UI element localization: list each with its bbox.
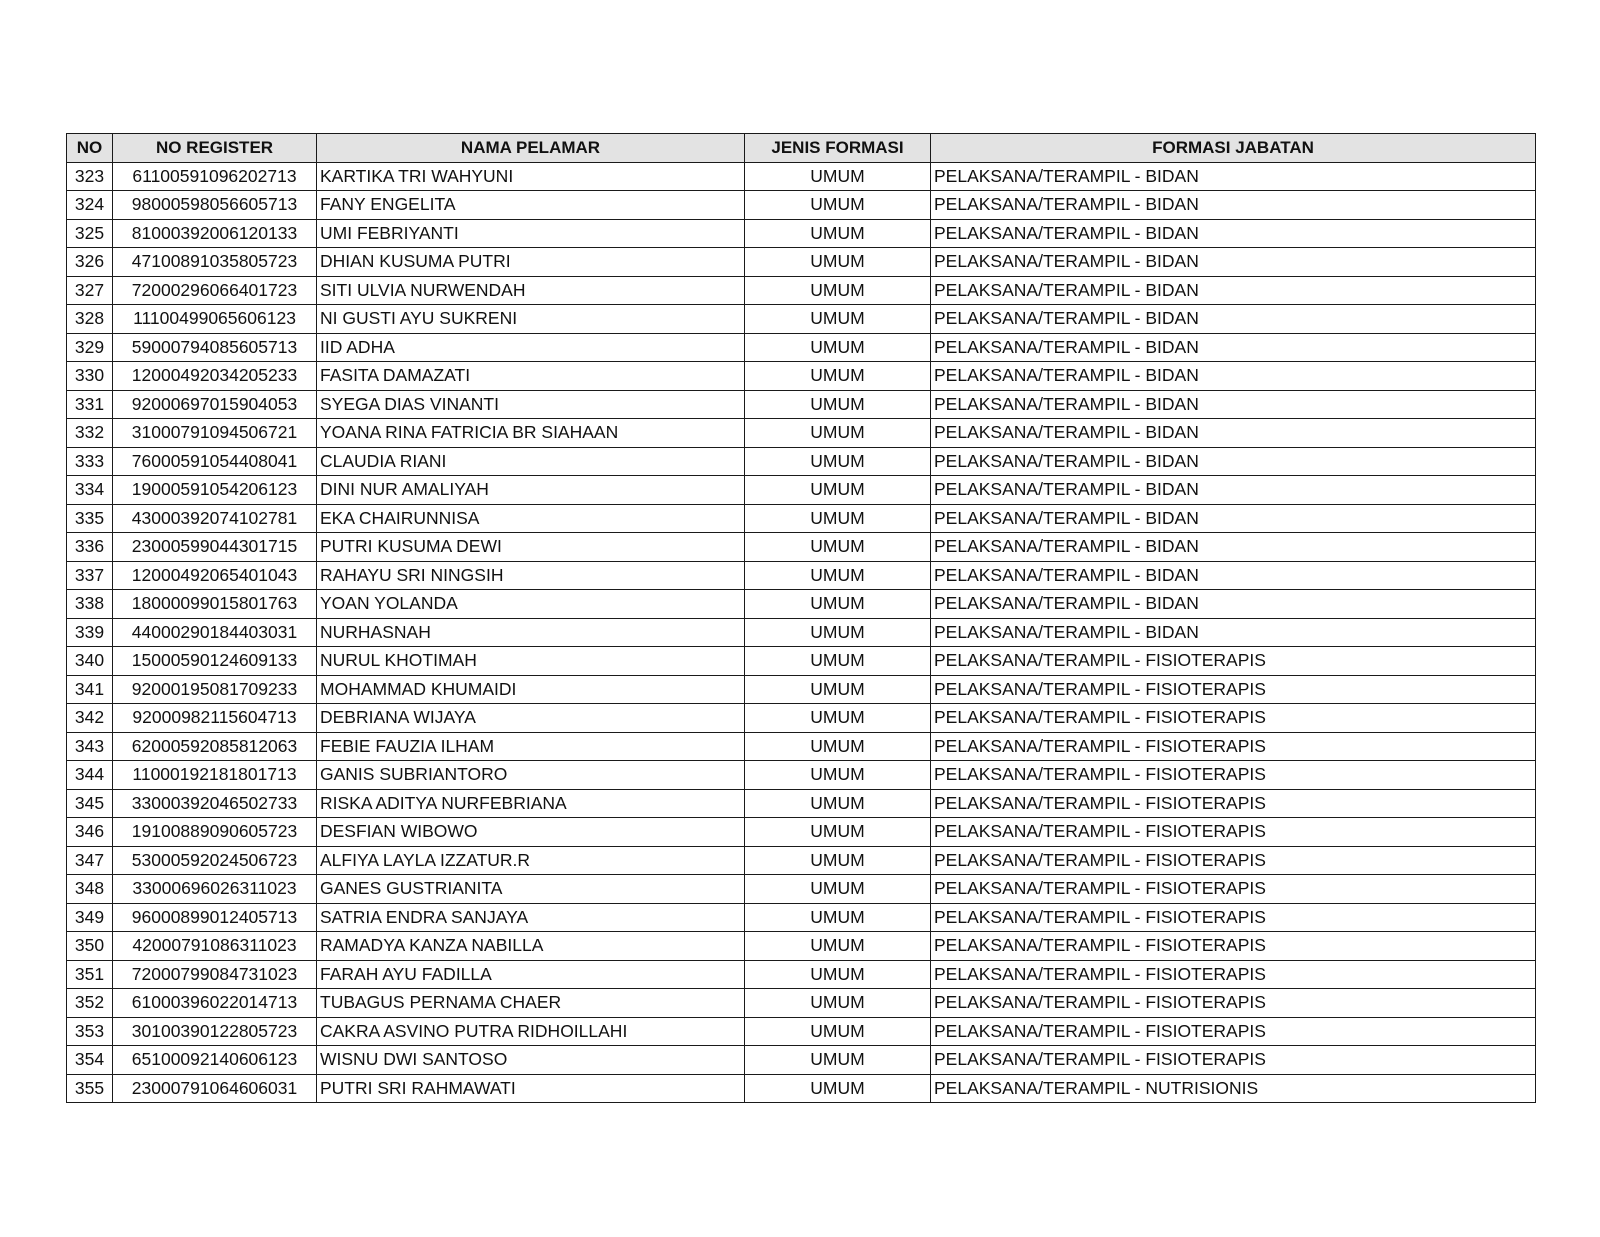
cell-name: CLAUDIA RIANI <box>317 447 745 476</box>
cell-position: PELAKSANA/TERAMPIL - BIDAN <box>931 390 1536 419</box>
cell-register: 61000396022014713 <box>113 989 317 1018</box>
cell-type: UMUM <box>745 1017 931 1046</box>
cell-position: PELAKSANA/TERAMPIL - FISIOTERAPIS <box>931 875 1536 904</box>
cell-register: 92000982115604713 <box>113 704 317 733</box>
table-row <box>67 647 1536 676</box>
cell-register: 18000099015801763 <box>113 590 317 619</box>
table-row <box>67 989 1536 1018</box>
cell-no: 328 <box>67 305 113 334</box>
cell-register: 65100092140606123 <box>113 1046 317 1075</box>
cell-name: MOHAMMAD KHUMAIDI <box>317 675 745 704</box>
table-row <box>67 846 1536 875</box>
cell-name: RISKA ADITYA NURFEBRIANA <box>317 789 745 818</box>
cell-name: ALFIYA LAYLA IZZATUR.R <box>317 846 745 875</box>
cell-position: PELAKSANA/TERAMPIL - FISIOTERAPIS <box>931 704 1536 733</box>
cell-no: 325 <box>67 219 113 248</box>
cell-position: PELAKSANA/TERAMPIL - FISIOTERAPIS <box>931 789 1536 818</box>
cell-register: 98000598056605713 <box>113 191 317 220</box>
cell-register: 42000791086311023 <box>113 932 317 961</box>
cell-no: 352 <box>67 989 113 1018</box>
cell-name: SATRIA ENDRA SANJAYA <box>317 903 745 932</box>
table-row <box>67 1046 1536 1075</box>
cell-register: 23000791064606031 <box>113 1074 317 1103</box>
cell-position: PELAKSANA/TERAMPIL - BIDAN <box>931 476 1536 505</box>
cell-register: 76000591054408041 <box>113 447 317 476</box>
cell-name: NI GUSTI AYU SUKRENI <box>317 305 745 334</box>
cell-position: PELAKSANA/TERAMPIL - FISIOTERAPIS <box>931 761 1536 790</box>
cell-register: 92000697015904053 <box>113 390 317 419</box>
cell-position: PELAKSANA/TERAMPIL - FISIOTERAPIS <box>931 818 1536 847</box>
cell-name: RAMADYA KANZA NABILLA <box>317 932 745 961</box>
cell-no: 323 <box>67 162 113 191</box>
cell-position: PELAKSANA/TERAMPIL - BIDAN <box>931 162 1536 191</box>
cell-no: 354 <box>67 1046 113 1075</box>
cell-register: 96000899012405713 <box>113 903 317 932</box>
cell-type: UMUM <box>745 390 931 419</box>
table-row <box>67 276 1536 305</box>
table-row <box>67 704 1536 733</box>
cell-position: PELAKSANA/TERAMPIL - BIDAN <box>931 191 1536 220</box>
table-row <box>67 932 1536 961</box>
cell-no: 348 <box>67 875 113 904</box>
cell-type: UMUM <box>745 618 931 647</box>
cell-register: 19100889090605723 <box>113 818 317 847</box>
cell-position: PELAKSANA/TERAMPIL - BIDAN <box>931 561 1536 590</box>
cell-position: PELAKSANA/TERAMPIL - BIDAN <box>931 248 1536 277</box>
table-row <box>67 590 1536 619</box>
cell-name: DHIAN KUSUMA PUTRI <box>317 248 745 277</box>
cell-no: 349 <box>67 903 113 932</box>
cell-type: UMUM <box>745 675 931 704</box>
table-row <box>67 362 1536 391</box>
cell-type: UMUM <box>745 447 931 476</box>
cell-register: 11000192181801713 <box>113 761 317 790</box>
cell-no: 329 <box>67 333 113 362</box>
table-row <box>67 761 1536 790</box>
cell-no: 346 <box>67 818 113 847</box>
cell-position: PELAKSANA/TERAMPIL - FISIOTERAPIS <box>931 989 1536 1018</box>
cell-register: 43000392074102781 <box>113 504 317 533</box>
cell-register: 30100390122805723 <box>113 1017 317 1046</box>
cell-register: 53000592024506723 <box>113 846 317 875</box>
cell-position: PELAKSANA/TERAMPIL - BIDAN <box>931 590 1536 619</box>
cell-name: PUTRI SRI RAHMAWATI <box>317 1074 745 1103</box>
cell-no: 350 <box>67 932 113 961</box>
cell-type: UMUM <box>745 732 931 761</box>
table-row <box>67 305 1536 334</box>
cell-name: YOAN YOLANDA <box>317 590 745 619</box>
cell-register: 59000794085605713 <box>113 333 317 362</box>
cell-register: 72000296066401723 <box>113 276 317 305</box>
cell-name: NURHASNAH <box>317 618 745 647</box>
cell-no: 342 <box>67 704 113 733</box>
cell-name: SYEGA DIAS VINANTI <box>317 390 745 419</box>
cell-type: UMUM <box>745 932 931 961</box>
cell-name: FARAH AYU FADILLA <box>317 960 745 989</box>
cell-no: 324 <box>67 191 113 220</box>
table-row <box>67 504 1536 533</box>
cell-type: UMUM <box>745 704 931 733</box>
cell-name: NURUL KHOTIMAH <box>317 647 745 676</box>
cell-type: UMUM <box>745 903 931 932</box>
cell-position: PELAKSANA/TERAMPIL - FISIOTERAPIS <box>931 675 1536 704</box>
cell-no: 336 <box>67 533 113 562</box>
cell-name: CAKRA ASVINO PUTRA RIDHOILLAHI <box>317 1017 745 1046</box>
cell-type: UMUM <box>745 561 931 590</box>
cell-no: 337 <box>67 561 113 590</box>
cell-type: UMUM <box>745 419 931 448</box>
cell-name: DINI NUR AMALIYAH <box>317 476 745 505</box>
applicant-list-sheet <box>66 133 1535 1103</box>
cell-name: FANY ENGELITA <box>317 191 745 220</box>
cell-type: UMUM <box>745 504 931 533</box>
cell-type: UMUM <box>745 162 931 191</box>
cell-position: PELAKSANA/TERAMPIL - NUTRISIONIS <box>931 1074 1536 1103</box>
cell-position: PELAKSANA/TERAMPIL - BIDAN <box>931 333 1536 362</box>
cell-register: 15000590124609133 <box>113 647 317 676</box>
cell-register: 92000195081709233 <box>113 675 317 704</box>
cell-no: 351 <box>67 960 113 989</box>
header-no: NO <box>67 134 113 163</box>
cell-position: PELAKSANA/TERAMPIL - BIDAN <box>931 618 1536 647</box>
cell-position: PELAKSANA/TERAMPIL - BIDAN <box>931 276 1536 305</box>
cell-type: UMUM <box>745 1046 931 1075</box>
table-row <box>67 1074 1536 1103</box>
cell-type: UMUM <box>745 960 931 989</box>
cell-type: UMUM <box>745 789 931 818</box>
cell-name: EKA CHAIRUNNISA <box>317 504 745 533</box>
cell-no: 332 <box>67 419 113 448</box>
table-row <box>67 675 1536 704</box>
cell-register: 62000592085812063 <box>113 732 317 761</box>
cell-type: UMUM <box>745 362 931 391</box>
cell-type: UMUM <box>745 818 931 847</box>
cell-register: 12000492065401043 <box>113 561 317 590</box>
cell-register: 61100591096202713 <box>113 162 317 191</box>
cell-no: 345 <box>67 789 113 818</box>
cell-name: RAHAYU SRI NINGSIH <box>317 561 745 590</box>
cell-type: UMUM <box>745 1074 931 1103</box>
cell-position: PELAKSANA/TERAMPIL - FISIOTERAPIS <box>931 903 1536 932</box>
cell-position: PELAKSANA/TERAMPIL - BIDAN <box>931 419 1536 448</box>
table-row <box>67 219 1536 248</box>
cell-no: 355 <box>67 1074 113 1103</box>
cell-type: UMUM <box>745 476 931 505</box>
cell-type: UMUM <box>745 590 931 619</box>
cell-name: FASITA DAMAZATI <box>317 362 745 391</box>
cell-register: 33000392046502733 <box>113 789 317 818</box>
cell-type: UMUM <box>745 761 931 790</box>
cell-register: 44000290184403031 <box>113 618 317 647</box>
cell-position: PELAKSANA/TERAMPIL - BIDAN <box>931 504 1536 533</box>
cell-no: 353 <box>67 1017 113 1046</box>
cell-name: GANES GUSTRIANITA <box>317 875 745 904</box>
cell-type: UMUM <box>745 533 931 562</box>
cell-type: UMUM <box>745 989 931 1018</box>
table-row <box>67 390 1536 419</box>
cell-no: 341 <box>67 675 113 704</box>
cell-type: UMUM <box>745 846 931 875</box>
cell-type: UMUM <box>745 875 931 904</box>
table-row <box>67 533 1536 562</box>
cell-name: DESFIAN WIBOWO <box>317 818 745 847</box>
cell-name: WISNU DWI SANTOSO <box>317 1046 745 1075</box>
table-row <box>67 248 1536 277</box>
table-row <box>67 618 1536 647</box>
cell-no: 340 <box>67 647 113 676</box>
cell-name: KARTIKA TRI WAHYUNI <box>317 162 745 191</box>
cell-position: PELAKSANA/TERAMPIL - FISIOTERAPIS <box>931 932 1536 961</box>
table-row <box>67 447 1536 476</box>
cell-no: 338 <box>67 590 113 619</box>
cell-register: 33000696026311023 <box>113 875 317 904</box>
cell-name: DEBRIANA WIJAYA <box>317 704 745 733</box>
cell-name: YOANA RINA FATRICIA BR SIAHAAN <box>317 419 745 448</box>
cell-position: PELAKSANA/TERAMPIL - FISIOTERAPIS <box>931 1046 1536 1075</box>
cell-name: TUBAGUS PERNAMA CHAER <box>317 989 745 1018</box>
header-name: NAMA PELAMAR <box>317 134 745 163</box>
applicant-table <box>66 133 1536 1103</box>
table-row <box>67 1017 1536 1046</box>
cell-name: IID ADHA <box>317 333 745 362</box>
table-row <box>67 561 1536 590</box>
cell-type: UMUM <box>745 305 931 334</box>
cell-position: PELAKSANA/TERAMPIL - BIDAN <box>931 362 1536 391</box>
cell-position: PELAKSANA/TERAMPIL - FISIOTERAPIS <box>931 1017 1536 1046</box>
cell-no: 347 <box>67 846 113 875</box>
cell-type: UMUM <box>745 219 931 248</box>
table-row <box>67 789 1536 818</box>
cell-position: PELAKSANA/TERAMPIL - BIDAN <box>931 219 1536 248</box>
cell-no: 331 <box>67 390 113 419</box>
cell-position: PELAKSANA/TERAMPIL - BIDAN <box>931 305 1536 334</box>
cell-name: PUTRI KUSUMA DEWI <box>317 533 745 562</box>
cell-register: 81000392006120133 <box>113 219 317 248</box>
table-row <box>67 333 1536 362</box>
cell-position: PELAKSANA/TERAMPIL - FISIOTERAPIS <box>931 732 1536 761</box>
cell-no: 339 <box>67 618 113 647</box>
cell-position: PELAKSANA/TERAMPIL - BIDAN <box>931 447 1536 476</box>
cell-type: UMUM <box>745 191 931 220</box>
table-header <box>67 134 1536 163</box>
table-row <box>67 875 1536 904</box>
table-row <box>67 903 1536 932</box>
cell-position: PELAKSANA/TERAMPIL - FISIOTERAPIS <box>931 647 1536 676</box>
table-row <box>67 960 1536 989</box>
cell-name: GANIS SUBRIANTORO <box>317 761 745 790</box>
cell-type: UMUM <box>745 647 931 676</box>
cell-name: UMI FEBRIYANTI <box>317 219 745 248</box>
cell-no: 330 <box>67 362 113 391</box>
table-body <box>67 162 1536 1103</box>
cell-name: FEBIE FAUZIA ILHAM <box>317 732 745 761</box>
cell-register: 11100499065606123 <box>113 305 317 334</box>
cell-type: UMUM <box>745 248 931 277</box>
cell-no: 343 <box>67 732 113 761</box>
cell-register: 47100891035805723 <box>113 248 317 277</box>
cell-register: 72000799084731023 <box>113 960 317 989</box>
cell-register: 12000492034205233 <box>113 362 317 391</box>
cell-position: PELAKSANA/TERAMPIL - BIDAN <box>931 533 1536 562</box>
cell-register: 19000591054206123 <box>113 476 317 505</box>
header-register: NO REGISTER <box>113 134 317 163</box>
cell-no: 326 <box>67 248 113 277</box>
cell-no: 334 <box>67 476 113 505</box>
table-row <box>67 476 1536 505</box>
cell-position: PELAKSANA/TERAMPIL - FISIOTERAPIS <box>931 960 1536 989</box>
cell-no: 335 <box>67 504 113 533</box>
header-position: FORMASI JABATAN <box>931 134 1536 163</box>
table-row <box>67 162 1536 191</box>
cell-position: PELAKSANA/TERAMPIL - FISIOTERAPIS <box>931 846 1536 875</box>
cell-name: SITI ULVIA NURWENDAH <box>317 276 745 305</box>
cell-no: 344 <box>67 761 113 790</box>
table-row <box>67 732 1536 761</box>
table-row <box>67 419 1536 448</box>
cell-register: 23000599044301715 <box>113 533 317 562</box>
header-row <box>67 134 1536 163</box>
cell-no: 327 <box>67 276 113 305</box>
cell-type: UMUM <box>745 276 931 305</box>
cell-register: 31000791094506721 <box>113 419 317 448</box>
header-type: JENIS FORMASI <box>745 134 931 163</box>
table-row <box>67 818 1536 847</box>
cell-no: 333 <box>67 447 113 476</box>
table-row <box>67 191 1536 220</box>
cell-type: UMUM <box>745 333 931 362</box>
